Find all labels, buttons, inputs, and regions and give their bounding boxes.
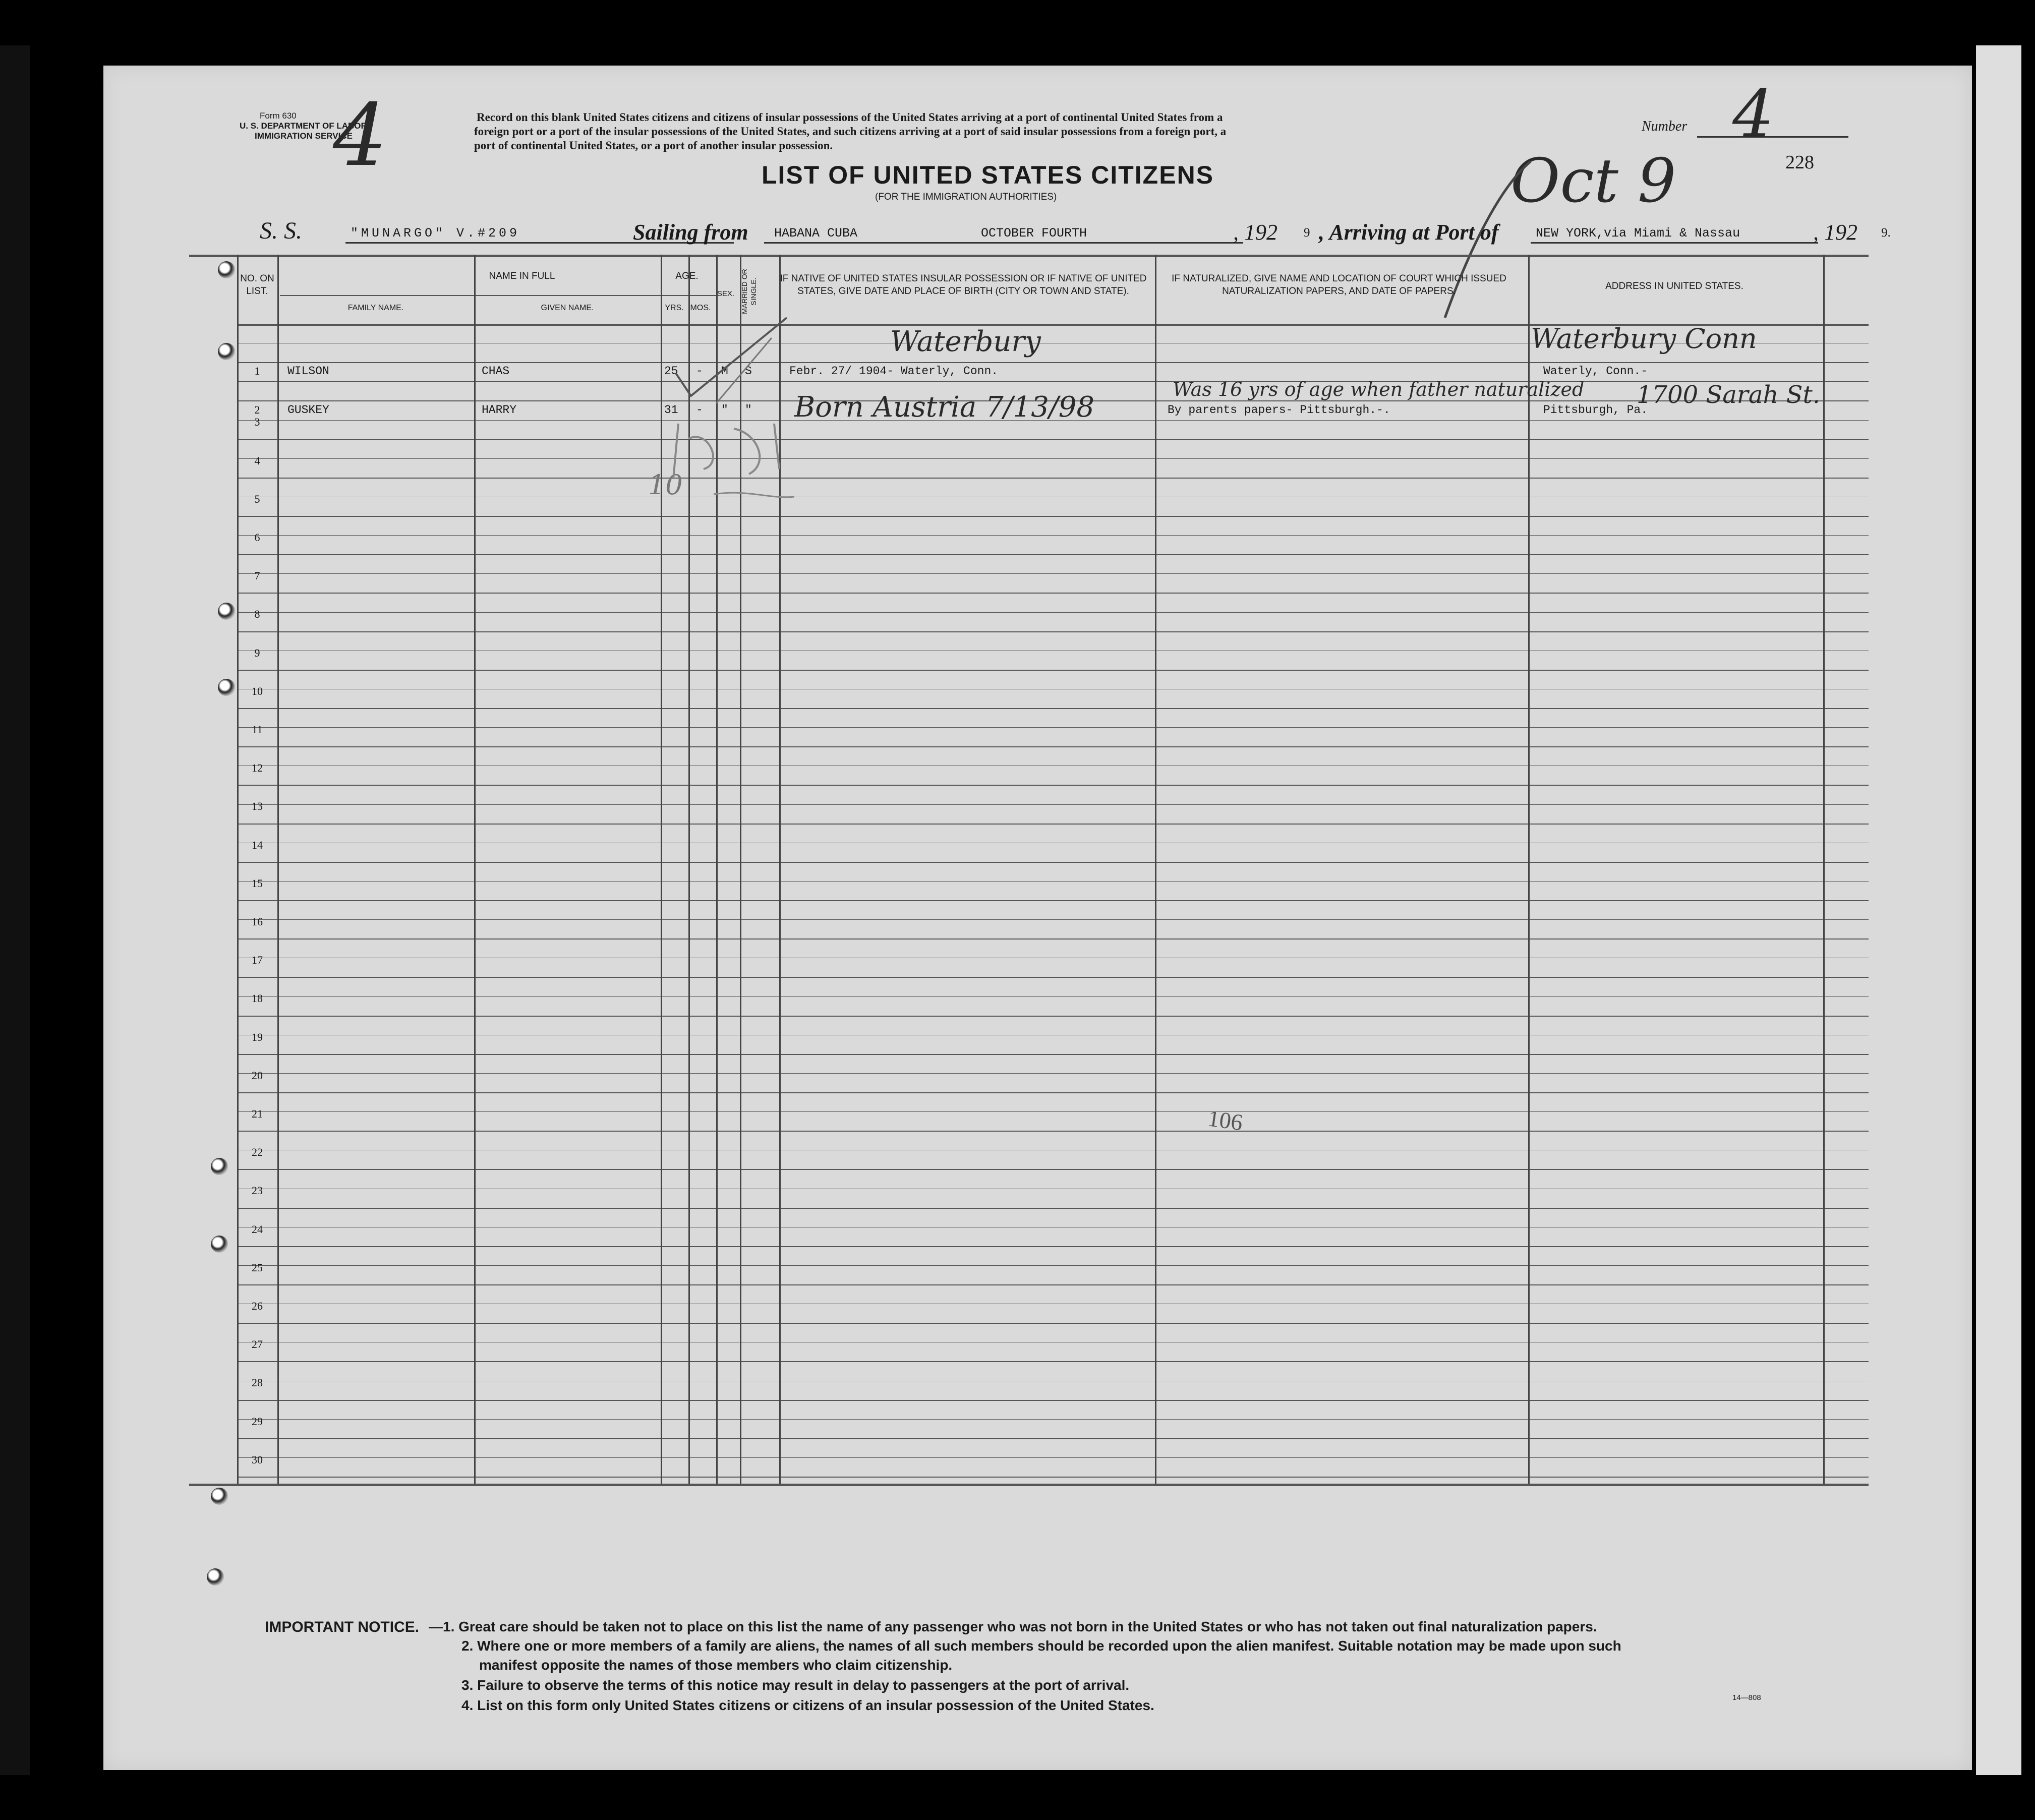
year-prefix-2: , 192 xyxy=(1813,220,1857,245)
handwritten-birthplace-1: Waterbury xyxy=(890,325,1041,358)
row-number: 29 xyxy=(252,1415,263,1428)
row-number: 19 xyxy=(252,1030,263,1043)
address-cell: Waterly, Conn.- xyxy=(1543,365,1648,378)
handwritten-month-note: Oct 9 xyxy=(1510,146,1676,216)
table-rule xyxy=(237,1208,1869,1209)
row-number: 21 xyxy=(252,1107,263,1120)
punch-hole xyxy=(218,603,235,620)
table-rule xyxy=(189,255,1869,257)
table-rule xyxy=(237,554,1869,555)
department-line: U. S. DEPARTMENT OF LABOR xyxy=(240,121,367,131)
given-name-cell: CHAS xyxy=(482,365,510,378)
table-rule xyxy=(237,1438,1869,1439)
table-rule xyxy=(237,708,1869,709)
center-stamp: 106 xyxy=(1206,1105,1245,1136)
table-rule xyxy=(237,1131,1869,1132)
table-rule xyxy=(237,1265,1869,1266)
notice-item-2b: manifest opposite the names of those members who claim citizenship. xyxy=(479,1657,953,1673)
row-number: 22 xyxy=(252,1146,263,1159)
row-number: 12 xyxy=(252,761,263,775)
table-rule xyxy=(237,1419,1869,1420)
header-sex: SEX. xyxy=(717,289,735,298)
table-rule xyxy=(237,612,1869,613)
handwritten-scribble xyxy=(557,408,809,530)
birth-cell: Febr. 27/ 1904- Waterly, Conn. xyxy=(789,365,999,378)
service-line: IMMIGRATION SERVICE xyxy=(255,131,353,141)
age-months-cell: - xyxy=(696,403,703,417)
print-code: 14—808 xyxy=(1732,1693,1761,1702)
table-rule xyxy=(237,977,1869,978)
notice-item-4: 4. List on this form only United States citizens or citizens of an insular possession of the United States. xyxy=(461,1697,1154,1713)
header-age: AGE. xyxy=(675,271,699,281)
page-stamp: 228 xyxy=(1785,152,1814,173)
notice-item-3: 3. Failure to observe the terms of this notice may result in delay to passengers at the port of arrival. xyxy=(461,1677,1130,1693)
handwritten-address-2: 1700 Sarah St. xyxy=(1637,381,1821,409)
table-rule xyxy=(237,255,239,1484)
table-rule xyxy=(237,1054,1869,1055)
manifest-page xyxy=(103,66,1972,1770)
table-rule xyxy=(237,804,1869,805)
row-number: 17 xyxy=(252,954,263,967)
row-number: 23 xyxy=(252,1184,263,1197)
handwritten-birth-2: Born Austria 7/13/98 xyxy=(794,391,1094,424)
table-rule xyxy=(237,1016,1869,1017)
header-given-name: GIVEN NAME. xyxy=(541,304,594,312)
table-rule xyxy=(237,516,1869,517)
sex-cell: " xyxy=(721,403,728,417)
year-digit-1: 9 xyxy=(1304,226,1310,240)
table-rule xyxy=(237,824,1869,825)
year-digit-2: 9. xyxy=(1881,226,1891,240)
table-rule xyxy=(237,1169,1869,1170)
table-rule xyxy=(237,478,1869,479)
notice-item-2a: 2. Where one or more members of a family are aliens, the names of all such members should be recorded upon the alien manifest. Suitable notation may be made upon such xyxy=(461,1638,1621,1654)
table-rule xyxy=(1823,255,1825,1484)
form-number: Form 630 xyxy=(260,111,297,121)
punch-hole xyxy=(211,1236,228,1253)
left-film-border xyxy=(0,45,30,1775)
row-number: 30 xyxy=(252,1453,263,1466)
row-number: 15 xyxy=(252,876,263,890)
table-rule xyxy=(237,881,1869,882)
arriving-port: NEW YORK,via Miami & Nassau xyxy=(1536,226,1740,241)
number-value: 4 xyxy=(1732,76,1774,152)
right-film-strip xyxy=(1976,45,2021,1775)
instruction-line-1: Record on this blank United States citizens and citizens of insular possessions of the United States arriving at a port of continental United States from a xyxy=(477,111,1223,124)
table-rule xyxy=(189,1484,1869,1486)
handwritten-naturalization-2: Was 16 yrs of age when father naturalized xyxy=(1173,378,1585,400)
table-rule xyxy=(237,535,1869,536)
table-rule xyxy=(237,938,1869,940)
row-number: 20 xyxy=(252,1069,263,1082)
row-number: 2 xyxy=(254,403,260,416)
row-number: 7 xyxy=(254,569,260,582)
table-rule xyxy=(237,439,1869,440)
age-years-cell: 25 xyxy=(664,365,678,378)
row-number: 6 xyxy=(254,531,260,544)
notice-heading: IMPORTANT NOTICE. xyxy=(265,1619,420,1635)
table-rule xyxy=(237,1323,1869,1324)
row-number: 18 xyxy=(252,992,263,1005)
table-rule xyxy=(237,1111,1869,1112)
row-number: 8 xyxy=(254,608,260,621)
handwritten-list-mark: 4 xyxy=(333,86,388,186)
row-number: 1 xyxy=(254,365,260,377)
row-number: 24 xyxy=(252,1222,263,1236)
handwritten-address-1: Waterbury Conn xyxy=(1531,323,1757,355)
family-name-cell: WILSON xyxy=(287,365,329,378)
row-number: 27 xyxy=(252,1338,263,1351)
age-months-cell: - xyxy=(696,365,703,378)
row-number: 9 xyxy=(254,646,260,659)
header-address: ADDRESS IN UNITED STATES. xyxy=(1605,281,1743,291)
row-number: 4 xyxy=(254,454,260,467)
table-rule xyxy=(237,1457,1869,1458)
table-rule xyxy=(237,900,1869,901)
table-rule xyxy=(237,1284,1869,1285)
table-rule xyxy=(237,1400,1869,1401)
punch-hole xyxy=(218,679,235,696)
table-rule xyxy=(237,919,1869,920)
table-rule xyxy=(237,458,1869,459)
punch-hole xyxy=(211,1488,228,1505)
ss-label: S. S. xyxy=(260,217,302,244)
header-native: IF NATIVE OF UNITED STATES INSULAR POSSESSION OR IF NATIVE OF UNITED STATES, GIVE DATE AND PLACE OF BIRTH (CITY OR TOWN AND STATE). xyxy=(780,273,1147,297)
page-title: LIST OF UNITED STATES CITIZENS xyxy=(762,161,1214,189)
sailing-label: Sailing from xyxy=(633,220,748,245)
table-rule xyxy=(237,670,1869,671)
row-number: 26 xyxy=(252,1300,263,1312)
row-number: 14 xyxy=(252,838,263,851)
table-rule xyxy=(237,1073,1869,1074)
table-rule xyxy=(237,381,1869,382)
arriving-label: , Arriving at Port of xyxy=(1319,220,1499,245)
year-prefix-1: , 192 xyxy=(1233,220,1277,245)
header-family-name: FAMILY NAME. xyxy=(347,304,404,312)
naturalization-cell: By parents papers- Pittsburgh.-. xyxy=(1168,403,1390,417)
punch-hole xyxy=(211,1158,228,1175)
port-underline xyxy=(1531,242,1818,244)
row-number: 25 xyxy=(252,1261,263,1274)
instruction-line-3: port of continental United States, or a port of another insular possession. xyxy=(474,139,833,152)
sailing-underline xyxy=(764,242,1243,244)
header-mos: MOS. xyxy=(690,304,711,312)
table-rule xyxy=(474,255,476,1484)
table-rule xyxy=(237,785,1869,786)
number-label: Number xyxy=(1642,119,1688,134)
punch-hole xyxy=(218,261,235,278)
table-rule xyxy=(237,1246,1869,1247)
instruction-line-2: foreign port or a port of the insular possessions of the United States, and such citizens arriving at a port of said insular possessions from a foreign port, a xyxy=(474,125,1227,138)
table-rule xyxy=(1155,255,1156,1484)
notice-item-1: —1. Great care should be taken not to place on this list the name of any passenger who was not born in the United States or who has not taken out final naturalization papers. xyxy=(429,1619,1597,1634)
table-rule xyxy=(1528,255,1530,1484)
address-cell: Pittsburgh, Pa. xyxy=(1543,403,1648,417)
table-rule xyxy=(237,593,1869,594)
header-name-in-full: NAME IN FULL xyxy=(489,271,555,281)
header-no: NO. ON LIST. xyxy=(240,273,274,297)
table-rule xyxy=(237,1361,1869,1362)
table-rule xyxy=(237,727,1869,728)
header-yrs: YRS. xyxy=(665,304,684,312)
table-rule xyxy=(237,996,1869,997)
page-subtitle: (FOR THE IMMIGRATION AUTHORITIES) xyxy=(875,192,1057,202)
header-married: MARRIED OR SINGLE. xyxy=(740,269,758,314)
table-rule xyxy=(277,255,279,1484)
sailing-date: OCTOBER FOURTH xyxy=(981,226,1087,241)
married-cell: S xyxy=(745,365,752,378)
row-number: 11 xyxy=(252,723,263,736)
sailing-from: HABANA CUBA xyxy=(774,226,858,241)
row-number: 13 xyxy=(252,800,263,813)
ship-name: "MUNARGO" V.#209 xyxy=(351,226,520,241)
checkmark-stroke xyxy=(661,308,792,408)
table-rule xyxy=(280,295,716,296)
row-number: 3 xyxy=(254,416,260,429)
row-number: 28 xyxy=(252,1376,263,1389)
punch-hole xyxy=(207,1568,224,1586)
handwritten-margin-note: 10 xyxy=(648,469,683,501)
sex-cell: M xyxy=(721,365,728,378)
table-rule xyxy=(237,362,1869,363)
table-rule xyxy=(237,1092,1869,1093)
row-number: 10 xyxy=(252,684,263,697)
row-number: 5 xyxy=(254,492,260,505)
table-rule xyxy=(237,573,1869,574)
married-cell: " xyxy=(745,403,752,417)
table-rule xyxy=(237,746,1869,747)
header-naturalized: IF NATURALIZED, GIVE NAME AND LOCATION OF COURT WHICH ISSUED NATURALIZATION PAPERS, AND DATE OF PAPERS. xyxy=(1172,273,1506,297)
age-years-cell: 31 xyxy=(664,403,678,417)
punch-hole xyxy=(218,343,235,360)
table-rule xyxy=(237,631,1869,632)
family-name-cell: GUSKEY xyxy=(287,403,329,417)
given-name-cell: HARRY xyxy=(482,403,517,417)
table-rule xyxy=(237,862,1869,863)
row-number: 16 xyxy=(252,915,263,928)
table-rule xyxy=(237,1477,1869,1478)
